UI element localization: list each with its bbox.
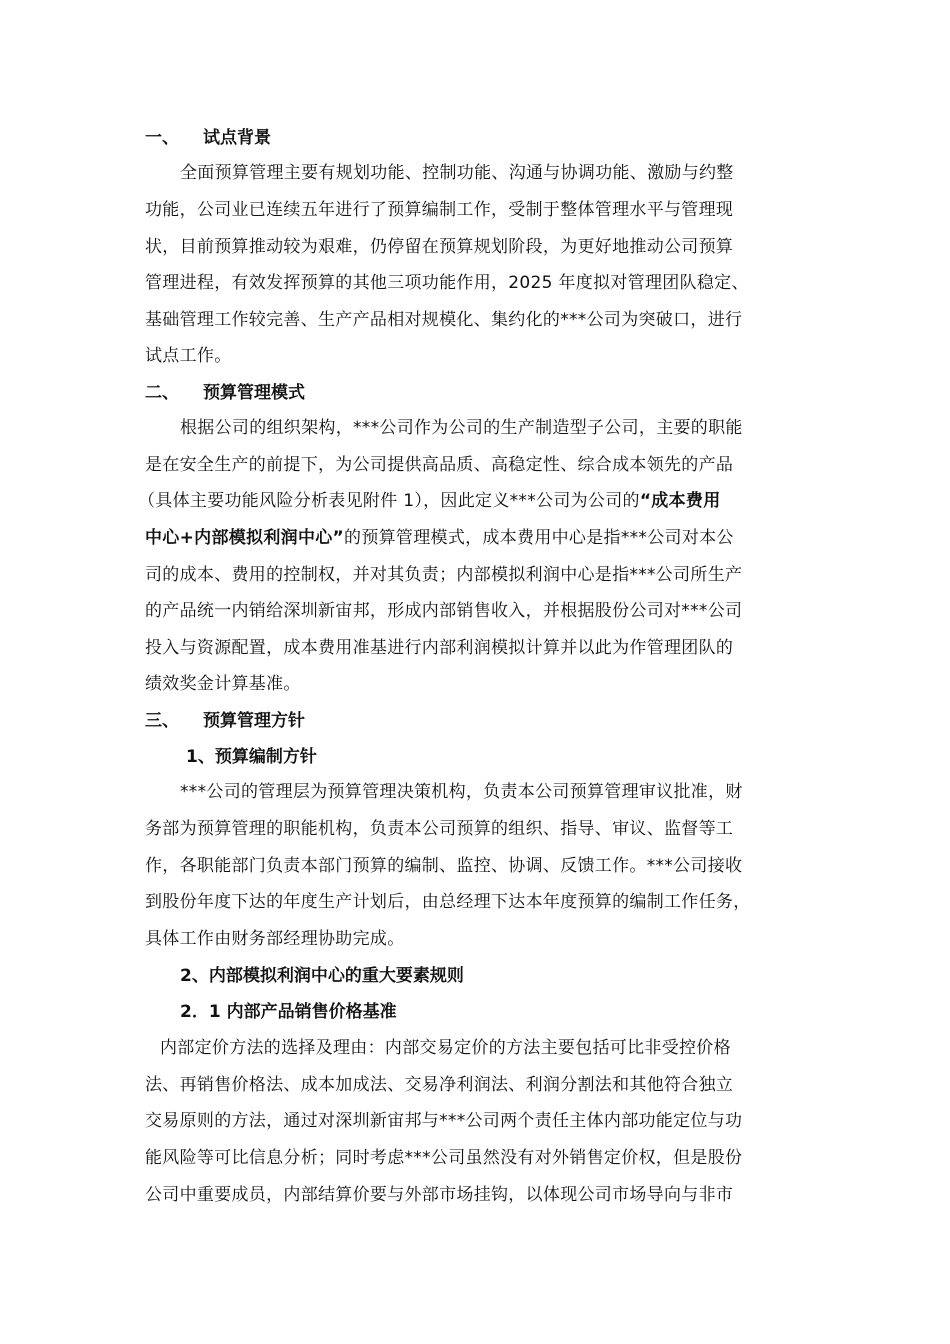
- paragraph-line: 管理进程，有效发挥预算的其他三项功能作用，2025 年度拟对管理团队稳定、: [145, 273, 749, 293]
- line-text: 的预算管理模式，成本费用中心是指***公司对本公: [344, 528, 734, 548]
- subsection-heading-2-1: 2．1 内部产品销售价格基准: [180, 1002, 397, 1022]
- paragraph-line: [145, 527, 734, 549]
- line-text: （具体主要功能风险分析表见附件 1），因此定义***公司为公司的: [138, 491, 640, 511]
- paragraph-line: 是在安全生产的前提下，为公司提供高品质、高稳定性、综合成本领先的产品: [145, 455, 734, 475]
- section-number: 一、: [145, 128, 179, 148]
- section-heading-1: [145, 127, 271, 149]
- paragraph-line: 内部定价方法的选择及理由：内部交易定价的方法主要包括可比非受控价格: [160, 1038, 731, 1058]
- subsection-heading-2: 2、内部模拟利润中心的重大要素规则: [180, 966, 464, 986]
- paragraph-line: 的产品统一内销给深圳新宙邦，形成内部销售收入，并根据股份公司对***公司: [145, 601, 743, 621]
- paragraph-line: 作，各职能部门负责本部门预算的编制、监控、协调、反馈工作。***公司接收: [145, 856, 743, 876]
- paragraph-line: 投入与资源配置，成本费用准基进行内部利润模拟计算并以此为作管理团队的: [145, 638, 734, 658]
- subsection-heading-1: 1、预算编制方针: [186, 747, 317, 767]
- paragraph-line: 全面预算管理主要有规划功能、控制功能、沟通与协调功能、激励与约整: [180, 163, 734, 183]
- section-title: 试点背景: [203, 128, 271, 148]
- emphasis-text: “成本费用: [639, 491, 721, 511]
- emphasis-text: 中心+内部模拟利润中心”: [145, 528, 345, 548]
- paragraph-line: 公司中重要成员，内部结算价要与外部市场挂钩，以体现公司市场导向与非市: [145, 1185, 734, 1205]
- paragraph-line: 法、再销售价格法、成本加成法、交易净利润法、利润分割法和其他符合独立: [145, 1075, 734, 1095]
- paragraph-line: 具体工作由财务部经理协助完成。: [145, 929, 405, 949]
- section-heading-2: [145, 382, 305, 404]
- paragraph-line: 功能，公司业已连续五年进行了预算编制工作，受制于整体管理水平与管理现: [145, 200, 734, 220]
- paragraph-line: 到股份年度下达的年度生产计划后，由总经理下达本年度预算的编制工作任务，: [145, 892, 751, 912]
- section-title: 预算管理模式: [203, 383, 305, 403]
- paragraph-line: 交易原则的方法，通过对深圳新宙邦与***公司两个责任主体内部功能定位与功: [145, 1111, 743, 1131]
- section-heading-3: [145, 710, 305, 732]
- section-number: 三、: [145, 711, 179, 731]
- paragraph-line: 试点工作。: [145, 346, 232, 366]
- section-number: 二、: [145, 383, 179, 403]
- paragraph-line: 能风险等可比信息分析；同时考虑***公司虽然没有对外销售定价权，但是股份: [145, 1148, 743, 1168]
- paragraph-line: 司的成本、费用的控制权，并对其负责；内部模拟利润中心是指***公司所生产: [145, 565, 743, 585]
- paragraph-line: ***公司的管理层为预算管理决策机构，负责本公司预算管理审议批准，财: [180, 782, 743, 802]
- paragraph-line: 务部为预算管理的职能机构，负责本公司预算的组织、指导、审议、监督等工: [145, 819, 734, 839]
- paragraph-line: 状，目前预算推动较为艰难，仍停留在预算规划阶段，为更好地推动公司预算: [145, 237, 734, 257]
- section-title: 预算管理方针: [203, 711, 305, 731]
- paragraph-line: 基础管理工作较完善、生产产品相对规模化、集约化的***公司为突破口，进行: [145, 310, 743, 330]
- paragraph-line: 根据公司的组织架构，***公司作为公司的生产制造型子公司，主要的职能: [180, 418, 743, 438]
- paragraph-line: 绩效奖金计算基准。: [145, 674, 301, 694]
- paragraph-line: [138, 490, 721, 512]
